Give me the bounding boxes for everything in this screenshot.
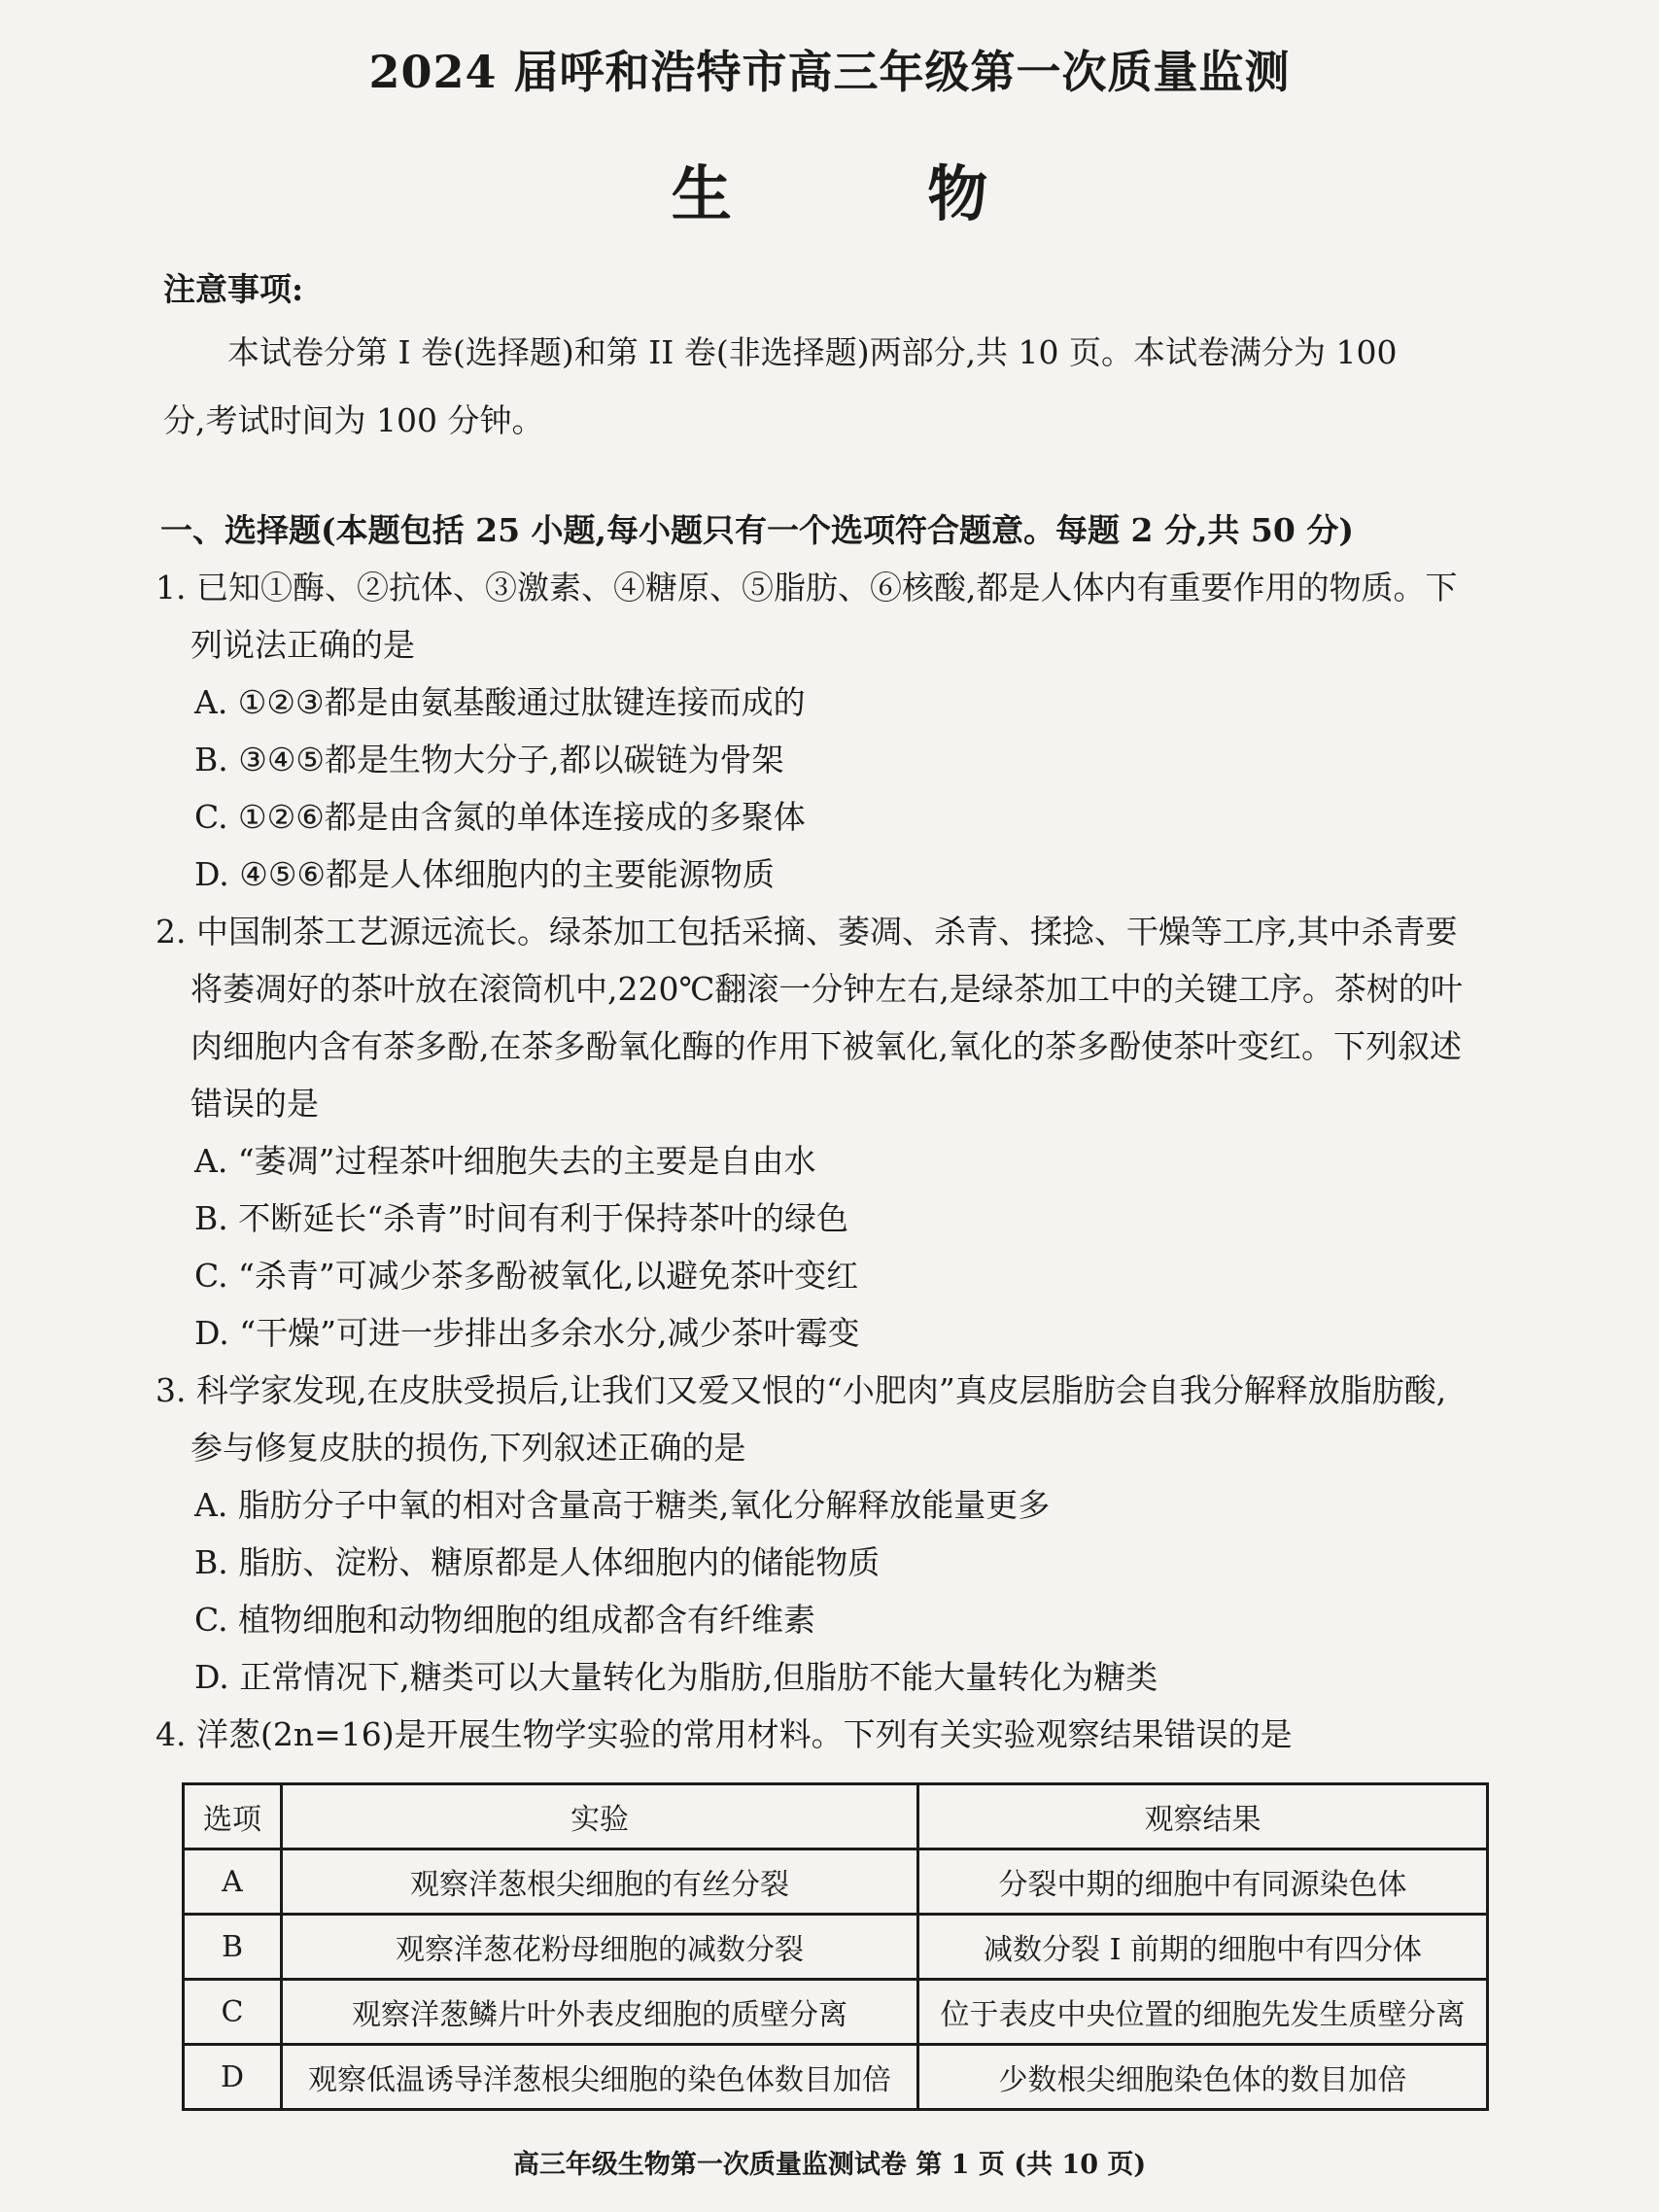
question-4 <box>156 1706 1468 1763</box>
notice-heading: 注意事项: <box>163 270 304 308</box>
table-row <box>184 1980 1488 2045</box>
header-result: 观察结果 <box>918 1784 1488 1849</box>
question-stem: 2. 中国制茶工艺源远流长。绿茶加工包括采摘、萎凋、杀青、揉捻、干燥等工序,其中杀青要将萎凋好的茶叶放在滚筒机中,220℃翻滚一分钟左右,是绿茶加工中的关键工序。茶树的叶肉细胞内含有茶多酚,在茶多酚氧化酶的作用下被氧化,氧化的茶多酚使茶叶变红。下列叙述错误的是 <box>156 913 1463 1123</box>
option-a: A. “萎凋”过程茶叶细胞失去的主要是自由水 <box>194 1142 816 1180</box>
option-c: C. 植物细胞和动物细胞的组成都含有纤维素 <box>194 1601 816 1639</box>
cell-experiment: 观察洋葱鳞片叶外表皮细胞的质壁分离 <box>282 1980 918 2045</box>
cell-option: D <box>184 2045 282 2110</box>
header-option: 选项 <box>184 1784 282 1849</box>
header-experiment: 实验 <box>282 1784 918 1849</box>
option-d: D. “干燥”可进一步排出多余水分,减少茶叶霉变 <box>194 1314 860 1352</box>
cell-option: B <box>184 1915 282 1980</box>
cell-result: 少数根尖细胞染色体的数目加倍 <box>918 2045 1488 2110</box>
option-a: A. ①②③都是由氨基酸通过肽键连接而成的 <box>194 683 806 721</box>
option-c: C. “杀青”可减少茶多酚被氧化,以避免茶叶变红 <box>194 1257 859 1295</box>
cell-result: 位于表皮中央位置的细胞先发生质壁分离 <box>918 1980 1488 2045</box>
table-row <box>184 1915 1488 1980</box>
cell-option: C <box>184 1980 282 2045</box>
exam-title: 2024 届呼和浩特市高三年级第一次质量监测 <box>368 46 1291 98</box>
table-row <box>184 1849 1488 1915</box>
notice-body: 本试卷分第 I 卷(选择题)和第 II 卷(非选择题)两部分,共 10 页。本试卷满分为 100 分,考试时间为 100 分钟。 <box>163 333 1398 439</box>
experiment-table <box>182 1782 1489 2111</box>
option-b: B. 脂肪、淀粉、糖原都是人体细胞内的储能物质 <box>194 1543 881 1581</box>
option-c: C. ①②⑥都是由含氮的单体连接成的多聚体 <box>194 798 806 836</box>
subject-title: 生 物 <box>671 158 1076 229</box>
option-b: B. ③④⑤都是生物大分子,都以碳链为骨架 <box>194 741 784 778</box>
question-list <box>156 559 1468 1763</box>
question-3 <box>156 1362 1468 1706</box>
cell-option: A <box>184 1849 282 1915</box>
option-b: B. 不断延长“杀青”时间有利于保持茶叶的绿色 <box>194 1199 848 1237</box>
question-stem: 3. 科学家发现,在皮肤受损后,让我们又爱又恨的“小肥肉”真皮层脂肪会自我分解释放脂肪酸,参与修复皮肤的损伤,下列叙述正确的是 <box>156 1371 1447 1467</box>
page-footer: 高三年级生物第一次质量监测试卷 第 1 页 (共 10 页) <box>512 2150 1147 2180</box>
cell-result: 分裂中期的细胞中有同源染色体 <box>918 1849 1488 1915</box>
cell-experiment: 观察洋葱根尖细胞的有丝分裂 <box>282 1849 918 1915</box>
question-stem: 4. 洋葱(2n=16)是开展生物学实验的常用材料。下列有关实验观察结果错误的是 <box>156 1715 1293 1753</box>
table-header-row <box>184 1784 1488 1849</box>
cell-experiment: 观察洋葱花粉母细胞的减数分裂 <box>282 1915 918 1980</box>
section-heading: 一、选择题(本题包括 25 小题,每小题只有一个选项符合题意。每题 2 分,共 50 分) <box>160 511 1354 549</box>
question-1 <box>156 559 1468 903</box>
option-a: A. 脂肪分子中氧的相对含量高于糖类,氧化分解释放能量更多 <box>194 1486 1051 1524</box>
question-stem: 1. 已知①酶、②抗体、③激素、④糖原、⑤脂肪、⑥核酸,都是人体内有重要作用的物质。下列说法正确的是 <box>156 569 1458 664</box>
cell-result: 减数分裂 I 前期的细胞中有四分体 <box>918 1915 1488 1980</box>
table-row <box>184 2045 1488 2110</box>
question-2 <box>156 903 1468 1362</box>
cell-experiment: 观察低温诱导洋葱根尖细胞的染色体数目加倍 <box>282 2045 918 2110</box>
option-d: D. ④⑤⑥都是人体细胞内的主要能源物质 <box>194 855 776 893</box>
option-d: D. 正常情况下,糖类可以大量转化为脂肪,但脂肪不能大量转化为糖类 <box>194 1658 1158 1696</box>
